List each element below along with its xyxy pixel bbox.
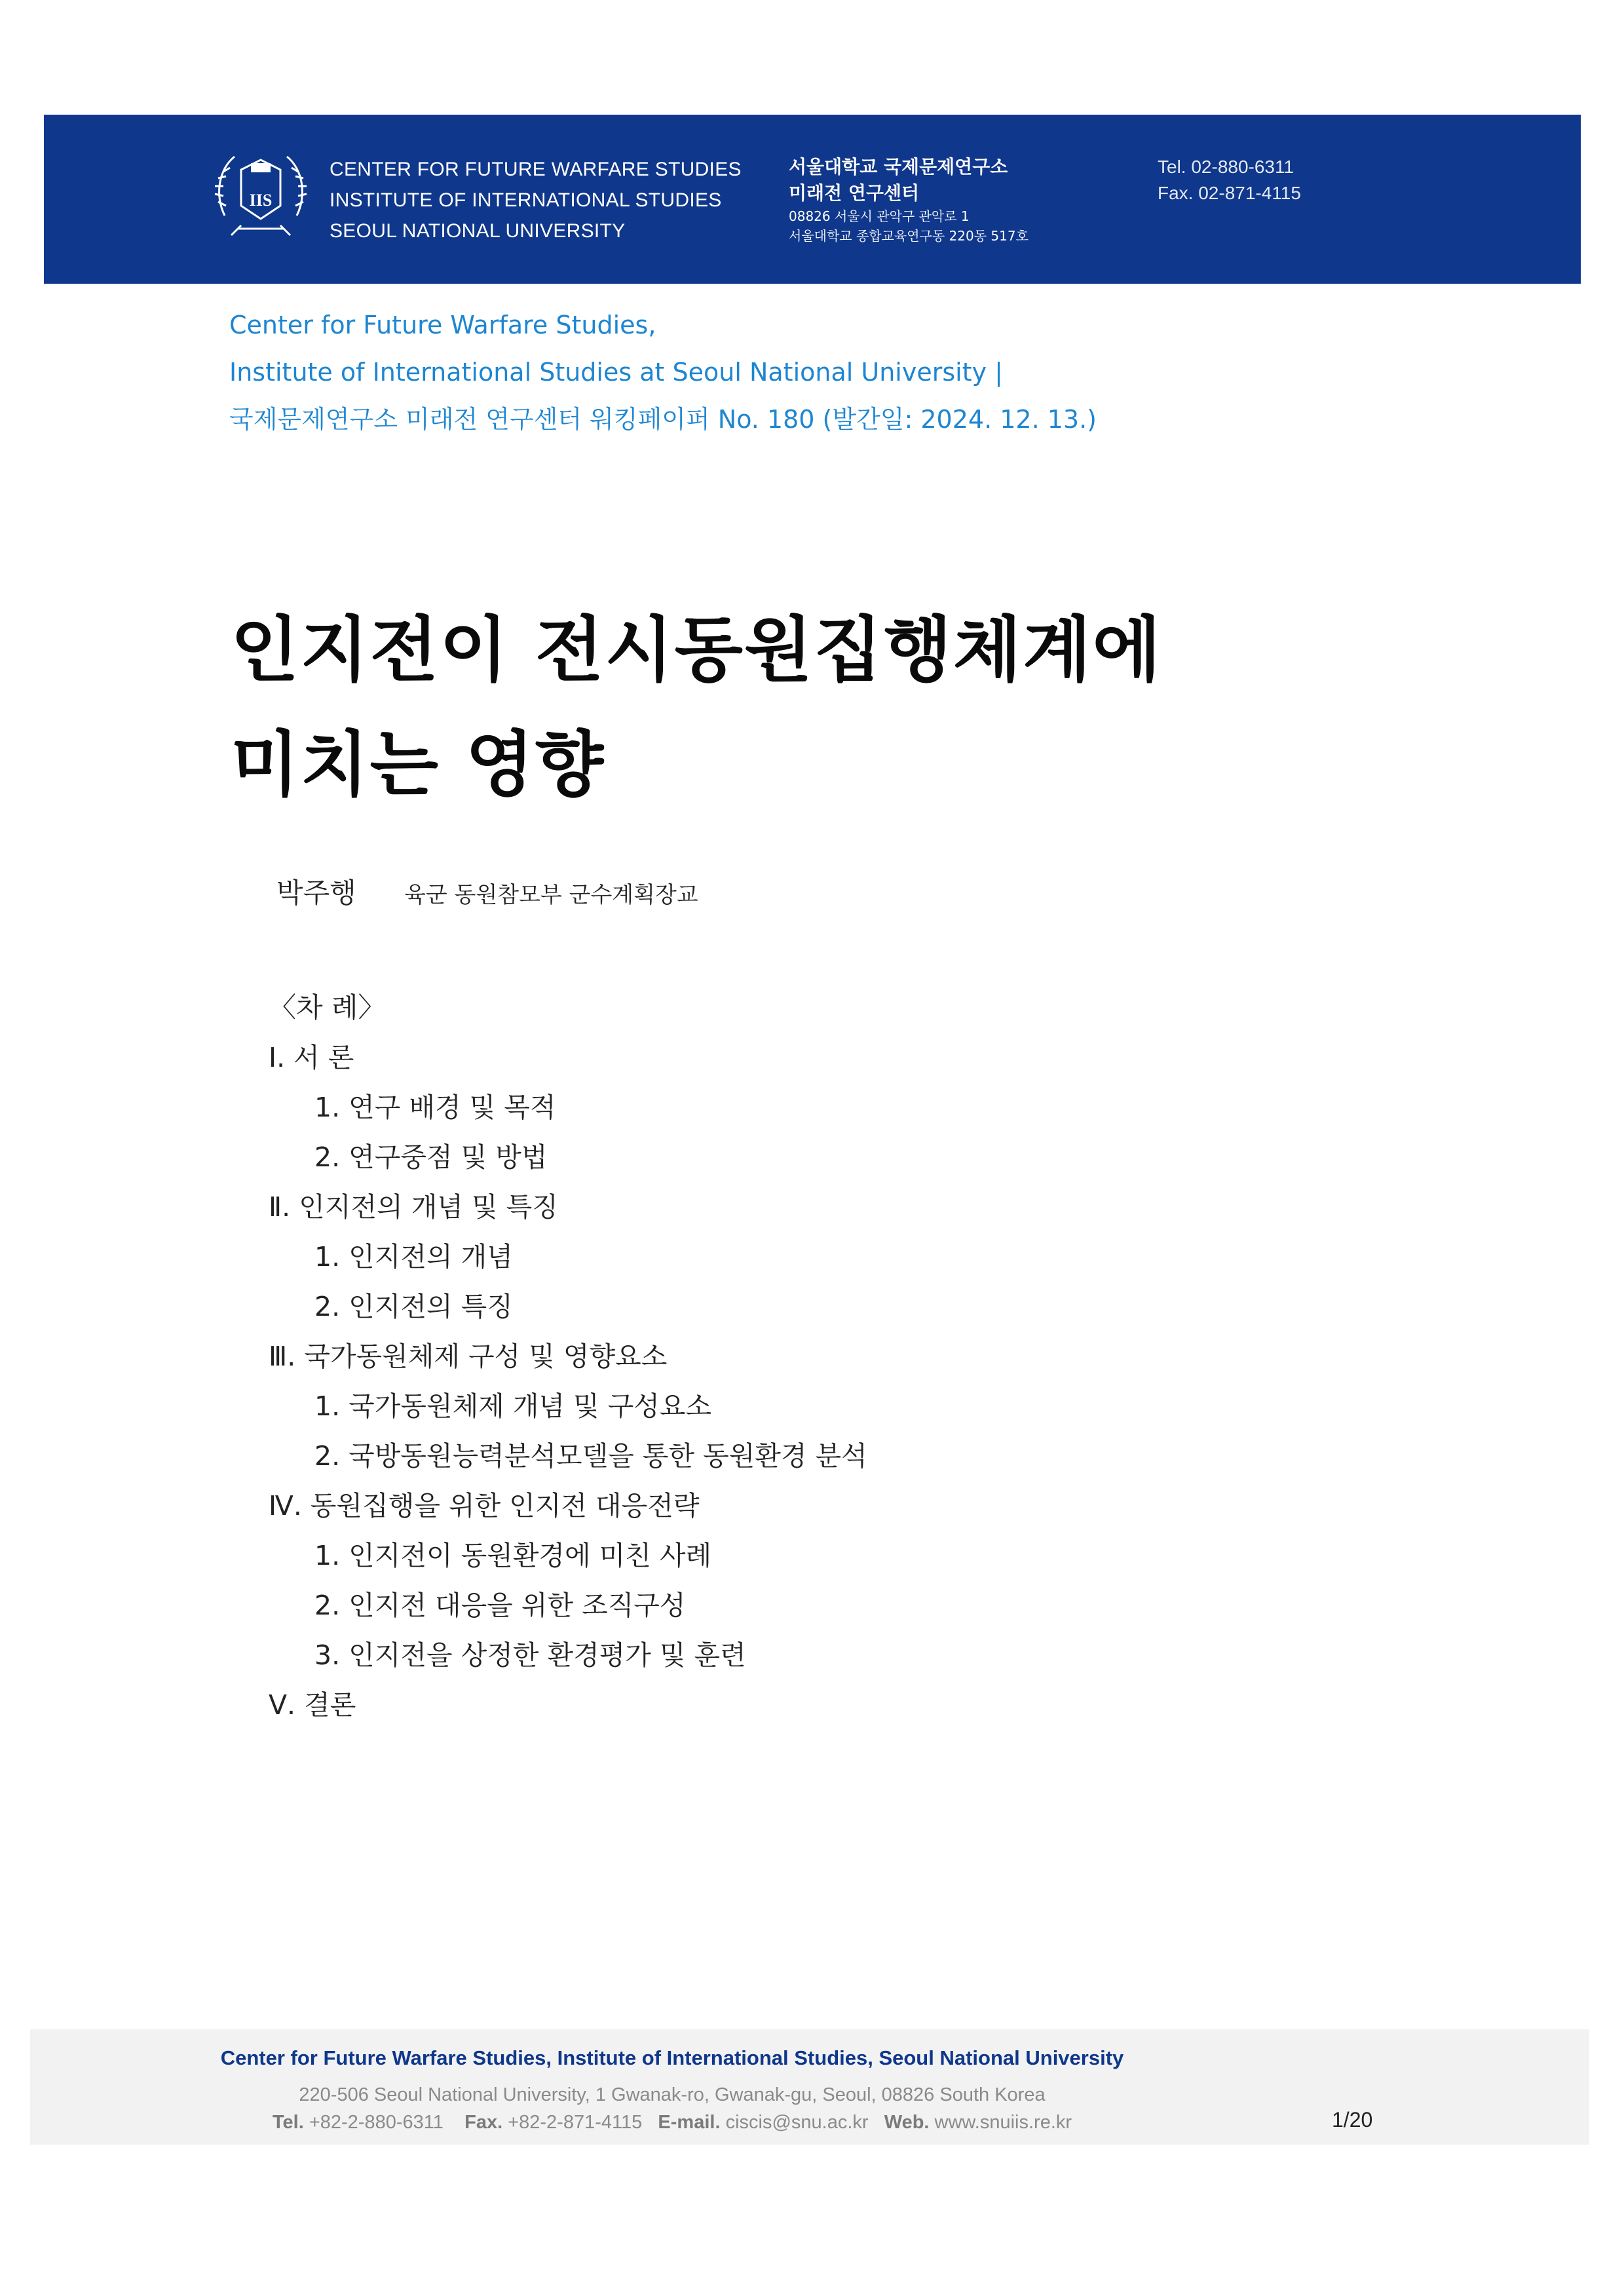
paper-title — [231, 593, 1162, 822]
toc-item: 2. 인지전의 특징 — [314, 1291, 513, 1322]
toc-item: 2. 국방동원능력분석모델을 통한 동원환경 분석 — [314, 1440, 867, 1472]
footer-web-link[interactable]: www.snuiis.re.kr — [934, 2112, 1072, 2133]
subheader-line-1: Center for Future Warfare Studies, — [229, 311, 656, 339]
footer-org: Center for Future Warfare Studies, Institute of International Studies, Seoul National University — [220, 2046, 1124, 2069]
footer-tel: +82-2-880-6311 — [309, 2112, 444, 2133]
toc-item: 2. 인지전 대응을 위한 조직구성 — [314, 1590, 686, 1621]
footer-web-label: Web. — [884, 2112, 930, 2133]
footer-address: 220-506 Seoul National University, 1 Gwanak-ro, Gwanak-gu, Seoul, 08826 South Korea — [299, 2084, 1046, 2105]
toc-item: 3. 인지전을 상정한 환경평가 및 훈련 — [314, 1639, 746, 1671]
toc-item: 1. 국가동원체제 개념 및 구성요소 — [314, 1390, 712, 1422]
author-line — [276, 871, 698, 911]
subheader-line-2: Institute of International Studies at Seoul National University | — [229, 358, 1003, 387]
svg-text:IIS: IIS — [249, 191, 273, 210]
header-korean-name — [789, 154, 1029, 246]
header-eng-line-1: CENTER FOR FUTURE WARFARE STUDIES — [330, 159, 742, 180]
title-line-1: 인지전이 전시동원집행체계에 — [231, 609, 1162, 691]
toc-item: 1. 연구 배경 및 목적 — [314, 1092, 556, 1123]
header-address-2: 서울대학교 종합교육연구동 220동 517호 — [789, 228, 1029, 244]
header-banner — [44, 115, 1581, 284]
footer-fax-label: Fax. — [464, 2112, 503, 2133]
toc-item: Ⅴ. 결론 — [269, 1689, 356, 1721]
header-tel: Tel. 02-880-6311 — [1158, 157, 1294, 177]
subheader-line-3: 국제문제연구소 미래전 연구센터 워킹페이퍼 No. 180 (발간일: 2024. 12. 13.) — [229, 405, 1097, 434]
toc-item: Ⅱ. 인지전의 개념 및 특징 — [269, 1191, 558, 1223]
header-address-1: 08826 서울시 관악구 관악로 1 — [789, 208, 970, 224]
toc-item: 2. 연구중점 및 방법 — [314, 1141, 548, 1173]
title-line-2: 미치는 영향 — [231, 724, 605, 806]
header-eng-line-3: SEOUL NATIONAL UNIVERSITY — [330, 220, 626, 242]
toc-heading: 〈차 례〉 — [269, 991, 386, 1024]
university-seal-logo — [212, 144, 310, 242]
page-number: 1/20 — [1332, 2108, 1373, 2132]
footer-email-label: E-mail. — [658, 2112, 721, 2133]
toc-item: 1. 인지전이 동원환경에 미친 사례 — [314, 1540, 712, 1571]
footer-tel-label: Tel. — [272, 2112, 304, 2133]
header-contact — [1158, 154, 1301, 206]
footer-email-link[interactable]: ciscis@snu.ac.kr — [725, 2112, 869, 2133]
footer-fax: +82-2-871-4115 — [508, 2112, 643, 2133]
author-name: 박주행 — [276, 877, 356, 909]
header-eng-line-2: INSTITUTE OF INTERNATIONAL STUDIES — [330, 189, 722, 211]
footer-contact — [30, 2112, 1314, 2133]
header-kor-name-2: 미래전 연구센터 — [789, 182, 920, 204]
toc-item: Ⅲ. 국가동원체제 구성 및 영향요소 — [269, 1341, 668, 1372]
working-paper-info — [229, 301, 1097, 443]
toc-item: Ⅰ. 서 론 — [269, 1042, 354, 1073]
toc-item: 1. 인지전의 개념 — [314, 1241, 513, 1272]
table-of-contents — [269, 983, 867, 1730]
toc-item: Ⅳ. 동원집행을 위한 인지전 대응전략 — [269, 1490, 700, 1521]
header-fax: Fax. 02-871-4115 — [1158, 183, 1301, 203]
header-english-name — [330, 154, 742, 246]
page-footer — [30, 2029, 1589, 2145]
author-affiliation: 육군 동원참모부 군수계획장교 — [404, 882, 698, 908]
header-kor-name-1: 서울대학교 국제문제연구소 — [789, 156, 1008, 178]
